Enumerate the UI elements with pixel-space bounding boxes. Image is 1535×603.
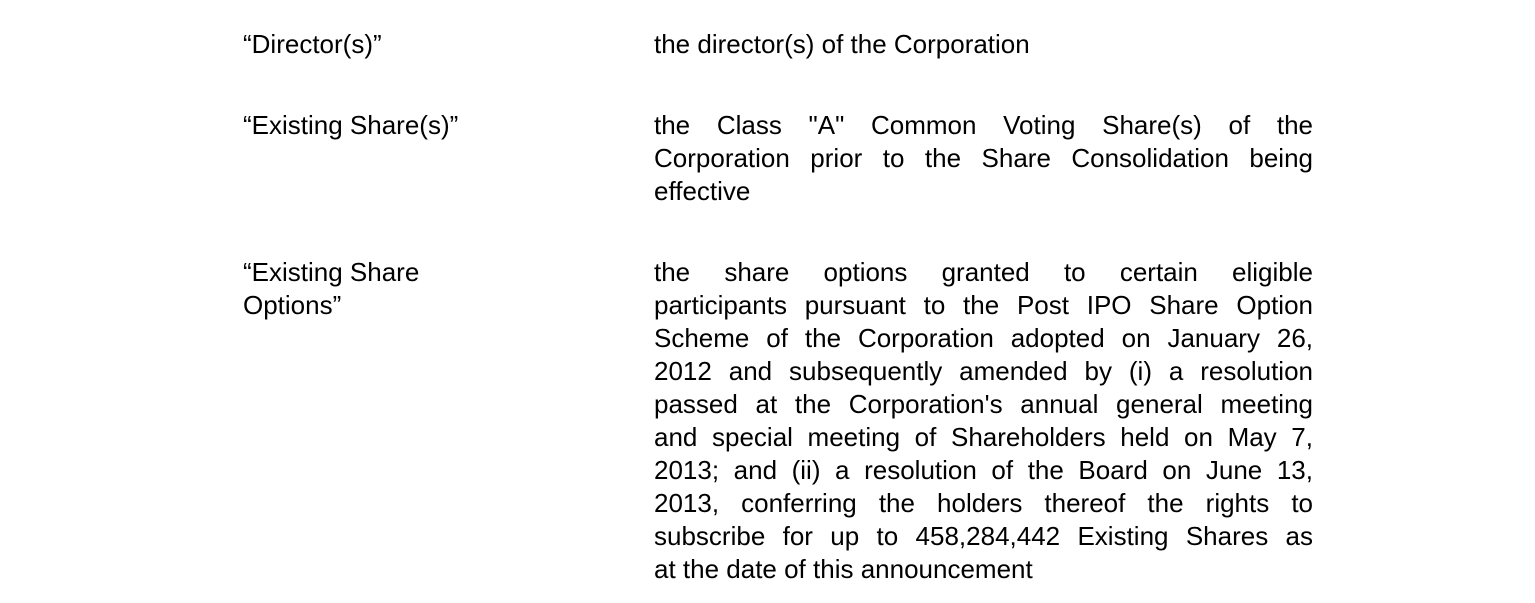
definition-line: participants pursuant to the Post IPO Share Option — [654, 290, 1313, 320]
term-existing-shares — [243, 109, 543, 142]
definition-line: subscribe for up to 458,284,442 Existing Shares as — [654, 521, 1313, 551]
definition-line: the share options granted to certain eligible — [654, 257, 1313, 287]
definition-line: at the date of this announcement — [654, 554, 1033, 584]
definition-line: Scheme of the Corporation adopted on January 26, — [654, 323, 1313, 353]
definition-directors — [654, 28, 1313, 61]
term-existing-share-options — [243, 256, 543, 322]
definition-line: passed at the Corporation's annual general meeting — [654, 389, 1313, 419]
definition-line: Corporation prior to the Share Consolidation being — [654, 143, 1313, 173]
term-directors — [243, 28, 543, 61]
term-line: “Existing Share — [243, 257, 420, 287]
term-line: Options” — [243, 290, 342, 320]
definition-existing-shares — [654, 109, 1313, 208]
definition-existing-share-options — [654, 256, 1313, 586]
definition-line: 2013, conferring the holders thereof the rights to — [654, 488, 1313, 518]
definition-line: effective — [654, 176, 751, 206]
term-text: “Existing Share(s)” — [243, 110, 459, 140]
definition-line: the director(s) of the Corporation — [654, 29, 1030, 59]
definition-line: the Class "A" Common Voting Share(s) of the — [654, 110, 1313, 140]
definition-line: 2013; and (ii) a resolution of the Board on June 13, — [654, 455, 1313, 485]
definition-line: and special meeting of Shareholders held on May 7, — [654, 422, 1313, 452]
term-text: “Director(s)” — [243, 29, 382, 59]
definition-line: 2012 and subsequently amended by (i) a resolution — [654, 356, 1313, 386]
